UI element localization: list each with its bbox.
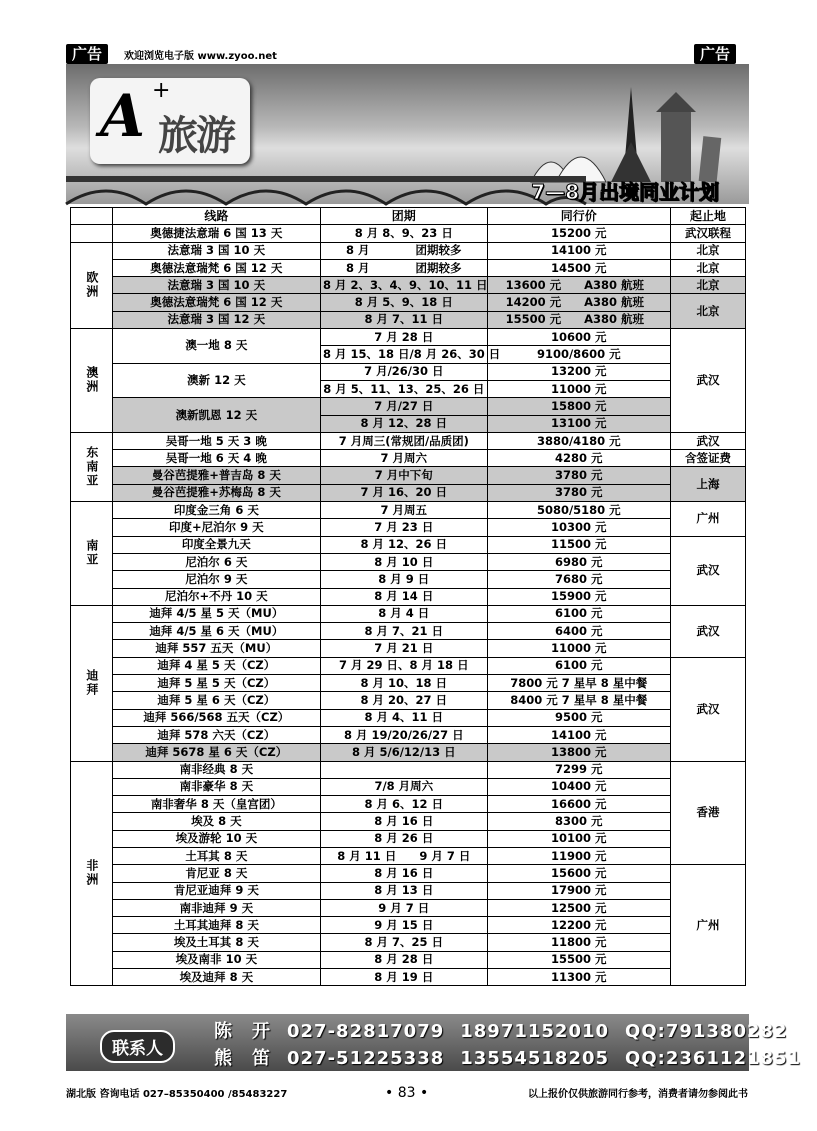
contact-person-1: 陈 开 027-82817079 18971152010 QQ:791380282 (214, 1021, 788, 1042)
region-africa: 非洲 (71, 761, 113, 986)
col-origin: 起止地 (670, 208, 745, 225)
table-row: 埃及 8 天 8 月 16 日 8300 元 (71, 813, 746, 830)
region-oceania: 澳洲 (71, 329, 113, 433)
contact-label: 联系人 (100, 1030, 175, 1063)
table-row: 南非豪华 8 天 7/8 月周六 10400 元 (71, 778, 746, 795)
contact-bar (66, 1014, 802, 1071)
table-row: 尼泊尔 9 天 8 月 9 日 7680 元 (71, 571, 746, 588)
region-dubai: 迪拜 (71, 605, 113, 761)
table-row: 印度+尼泊尔 9 天 7 月 23 日 10300 元 (71, 519, 746, 536)
table-row: 8 月 15、18 日/8 月 26、30 日 9100/8600 元 (71, 346, 746, 363)
table-row: 法意瑞 3 国 10 天 8 月 2、3、4、9、10、11 日 13600 元 A380 航班 北京 (71, 277, 746, 294)
table-row: 法意瑞 3 国 12 天 8 月 7、11 日 15500 元 A380 航班 (71, 311, 746, 328)
plan-title: 7—8月出境同业计划 (531, 180, 719, 204)
col-line: 线路 (112, 208, 320, 225)
ad-label-left: 广告 (66, 44, 108, 64)
table-row: 奥德法意瑞梵 6 国 12 天 8 月 团期较多 14500 元 北京 (71, 259, 746, 276)
table-row: 印度全景九天 8 月 12、26 日 11500 元 武汉 (71, 536, 746, 553)
table-row: 埃及游轮 10 天 8 月 26 日 10100 元 (71, 830, 746, 847)
table-row: 埃及南非 10 天 8 月 28 日 15500 元 (71, 951, 746, 968)
table-row: 土耳其 8 天 8 月 11 日 9 月 7 日 11900 元 (71, 847, 746, 864)
table-row: 迪拜 5 星 6 天（CZ） 8 月 20、27 日 8400 元 7 星早 8 星中餐 (71, 692, 746, 709)
table-row: 迪拜 4 星 5 天（CZ） 7 月 29 日、8 月 18 日 6100 元 武汉 (71, 657, 746, 674)
table-row: 曼谷芭提雅+普吉岛 8 天 7 月中下旬 3780 元 上海 (71, 467, 746, 484)
table-row: 欧洲 法意瑞 3 国 10 天 8 月 团期较多 14100 元 北京 (71, 242, 746, 259)
table-row: 澳新凯恩 12 天 7 月/27 日 15800 元 (71, 398, 746, 415)
table-row: 南非迪拜 9 天 9 月 7 日 12500 元 (71, 899, 746, 916)
table-row: 迪拜 迪拜 4/5 星 5 天（MU） 8 月 4 日 6100 元 武汉 (71, 605, 746, 622)
table-row: 澳新 12 天 7 月/26/30 日 13200 元 (71, 363, 746, 380)
table-row: 澳洲 澳一地 8 天 7 月 28 日 10600 元 武汉 (71, 329, 746, 346)
table-row: 肯尼亚迪拜 9 天 8 月 13 日 17900 元 (71, 882, 746, 899)
page-number: • 83 • (385, 1085, 429, 1101)
welcome-text: 欢迎浏览电子版 www.zyoo.net (124, 51, 277, 62)
table-row: 迪拜 5 星 5 天（CZ） 8 月 10、18 日 7800 元 7 星早 8 星中餐 (71, 675, 746, 692)
col-group: 团期 (320, 208, 487, 225)
table-header (71, 208, 746, 225)
table-row: 南亚 印度金三角 6 天 7 月周五 5080/5180 元 广州 (71, 502, 746, 519)
table-row: 曼谷芭提雅+苏梅岛 8 天 7 月 16、20 日 3780 元 (71, 484, 746, 501)
col-price: 同行价 (487, 208, 670, 225)
footer-hotline: 湖北版 咨询电话 027–85350400 /85483227 (66, 1089, 288, 1100)
table-row: 奥德捷法意瑞 6 国 13 天 8 月 8、9、23 日 15200 元 武汉联程 (71, 225, 746, 242)
table-row: 埃及土耳其 8 天 8 月 7、25 日 11800 元 (71, 934, 746, 951)
region-south-asia: 南亚 (71, 502, 113, 606)
table-row: 土耳其迪拜 8 天 9 月 15 日 12200 元 (71, 917, 746, 934)
table-row: 迪拜 4/5 星 6 天（MU） 8 月 7、21 日 6400 元 (71, 623, 746, 640)
table-row: 东南亚 吴哥一地 5 天 3 晚 7 月周三(常规团/品质团) 3880/4180 元 武汉 (71, 432, 746, 449)
banner (66, 64, 749, 204)
table-row: 迪拜 557 五天（MU） 7 月 21 日 11000 元 (71, 640, 746, 657)
brand-logo: A + 旅游 (90, 78, 250, 164)
table-row: 非洲 南非经典 8 天 7299 元 香港 (71, 761, 746, 778)
table-row: 埃及迪拜 8 天 8 月 19 日 11300 元 (71, 969, 746, 986)
table-row: 尼泊尔+不丹 10 天 8 月 14 日 15900 元 (71, 588, 746, 605)
table-row: 吴哥一地 6 天 4 晚 7 月周六 4280 元 含签证费 (71, 450, 746, 467)
table-row: 奥德法意瑞梵 6 国 12 天 8 月 5、9、18 日 14200 元 A380 航班 北京 (71, 294, 746, 311)
region-sea: 东南亚 (71, 432, 113, 501)
tour-table (70, 207, 746, 986)
table-row: 南非奢华 8 天（皇宫团） 8 月 6、12 日 16600 元 (71, 796, 746, 813)
table-row: 8 月 5、11、13、25、26 日 11000 元 (71, 380, 746, 397)
table-row: 迪拜 5678 星 6 天（CZ） 8 月 5/6/12/13 日 13800 元 (71, 744, 746, 761)
table-row: 8 月 12、28 日 13100 元 (71, 415, 746, 432)
table-row: 迪拜 578 六天（CZ） 8 月 19/20/26/27 日 14100 元 (71, 726, 746, 743)
region-europe: 欧洲 (71, 242, 113, 328)
table-row: 肯尼亚 8 天 8 月 16 日 15600 元 广州 (71, 865, 746, 882)
table-row: 尼泊尔 6 天 8 月 10 日 6980 元 (71, 553, 746, 570)
table-row: 迪拜 566/568 五天（CZ） 8 月 4、11 日 9500 元 (71, 709, 746, 726)
footer-disclaimer: 以上报价仅供旅游同行参考，消费者请勿参阅此书 (528, 1089, 748, 1100)
contact-person-2: 熊 笛 027-51225338 13554518205 QQ:2361121851 (214, 1048, 802, 1069)
ad-label-right: 广告 (694, 44, 736, 64)
